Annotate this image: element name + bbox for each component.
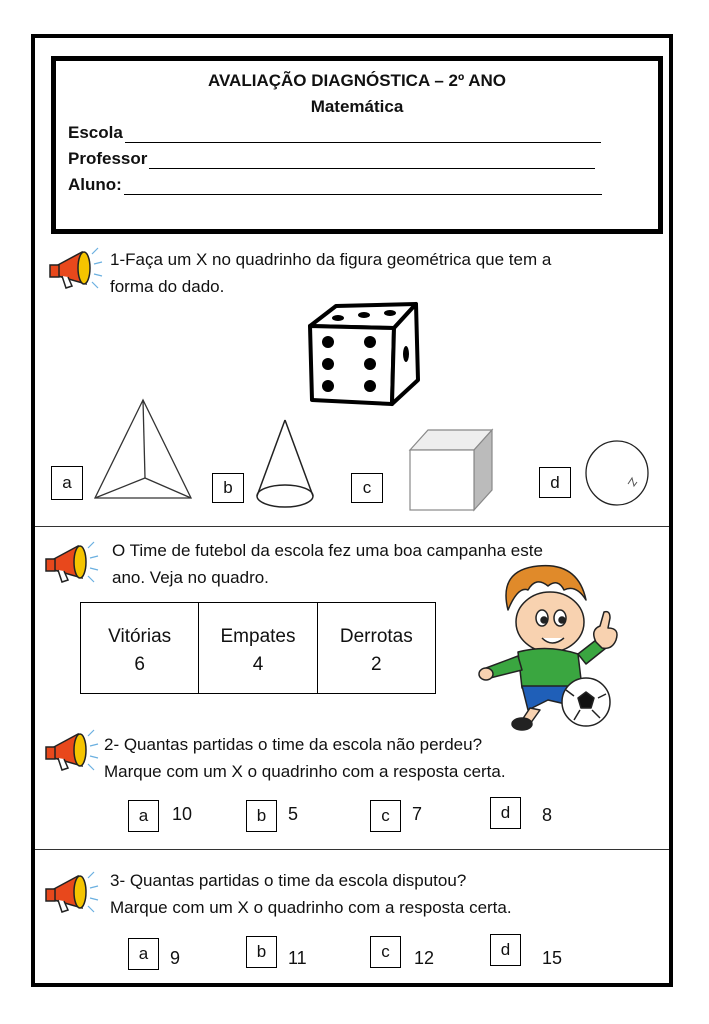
q2-text bbox=[104, 731, 506, 785]
q2-option-c-box[interactable]: c bbox=[370, 800, 401, 832]
q1-line1: 1-Faça um X no quadrinho da figura geométrica que tem a bbox=[110, 250, 552, 269]
q2-option-a-value: 10 bbox=[172, 804, 193, 824]
table-cell-losses bbox=[318, 603, 435, 693]
intro-line1: O Time de futebol da escola fez uma boa campanha este bbox=[112, 541, 543, 560]
q2-option-b-value: 5 bbox=[288, 804, 299, 824]
q1-option-a-box[interactable]: a bbox=[51, 466, 83, 500]
section-divider bbox=[35, 526, 669, 527]
table-cell-draws bbox=[199, 603, 317, 693]
q3-option-a-box[interactable]: a bbox=[128, 938, 159, 970]
cube-shape bbox=[406, 428, 496, 512]
section-divider bbox=[35, 849, 669, 850]
q3-option-a-value: 9 bbox=[170, 948, 181, 968]
school-field[interactable] bbox=[68, 123, 601, 143]
q1-option-d-box[interactable]: d bbox=[539, 467, 571, 498]
q2-option-d-value: 8 bbox=[542, 805, 553, 825]
q3-option-b-value: 11 bbox=[288, 948, 307, 968]
wins-label: Vitórias bbox=[108, 626, 172, 647]
teacher-label: Professor bbox=[68, 149, 148, 168]
student-label: Aluno: bbox=[68, 175, 122, 194]
q2-line2: Marque com um X o quadrinho com a resposta certa. bbox=[104, 762, 506, 781]
q3-option-b-box[interactable]: b bbox=[246, 936, 277, 968]
soccer-boy-illustration bbox=[478, 560, 624, 732]
q2-option-b-box[interactable]: b bbox=[246, 800, 277, 832]
megaphone-icon bbox=[42, 538, 102, 588]
header-box bbox=[51, 56, 663, 234]
draws-label: Empates bbox=[220, 626, 296, 647]
student-line[interactable] bbox=[124, 180, 602, 195]
sphere-shape bbox=[584, 438, 650, 508]
q3-option-d-value: 15 bbox=[542, 948, 563, 968]
teacher-line[interactable] bbox=[149, 154, 595, 169]
q3-option-c-box[interactable]: c bbox=[370, 936, 401, 968]
q1-option-c-box[interactable]: c bbox=[351, 473, 383, 503]
table-cell-wins bbox=[81, 603, 199, 693]
megaphone-icon bbox=[42, 726, 102, 776]
q3-text bbox=[110, 867, 512, 921]
school-label: Escola bbox=[68, 123, 123, 142]
dice-icon bbox=[298, 298, 426, 410]
q3-line2: Marque com um X o quadrinho com a resposta certa. bbox=[110, 898, 512, 917]
teacher-field[interactable] bbox=[68, 149, 595, 169]
q2-option-d-box[interactable]: d bbox=[490, 797, 521, 829]
q1-text bbox=[110, 246, 551, 300]
page-title: AVALIAÇÃO DIAGNÓSTICA – 2º ANO bbox=[207, 71, 507, 90]
megaphone-icon bbox=[46, 244, 106, 294]
q2-option-a-box[interactable]: a bbox=[128, 800, 159, 832]
pyramid-shape bbox=[93, 398, 193, 502]
school-line[interactable] bbox=[125, 128, 601, 143]
q3-line1: 3- Quantas partidas o time da escola disputou? bbox=[110, 871, 467, 890]
subject-title: Matemática bbox=[310, 97, 404, 116]
q3-option-c-value: 12 bbox=[414, 948, 435, 968]
results-table bbox=[80, 602, 436, 694]
student-field[interactable] bbox=[68, 175, 602, 195]
cone-shape bbox=[254, 418, 316, 510]
q2-option-c-value: 7 bbox=[412, 804, 423, 824]
losses-label: Derrotas bbox=[339, 626, 413, 647]
q1-option-b-box[interactable]: b bbox=[212, 473, 244, 503]
q3-option-d-box[interactable]: d bbox=[490, 934, 521, 966]
q1-line2: forma do dado. bbox=[110, 277, 225, 296]
draws-value: 4 bbox=[252, 654, 264, 675]
losses-value: 2 bbox=[371, 654, 382, 675]
megaphone-icon bbox=[42, 868, 102, 918]
wins-value: 6 bbox=[134, 654, 145, 675]
intro-line2: ano. Veja no quadro. bbox=[112, 568, 269, 587]
q2-line1: 2- Quantas partidas o time da escola não perdeu? bbox=[104, 735, 483, 754]
